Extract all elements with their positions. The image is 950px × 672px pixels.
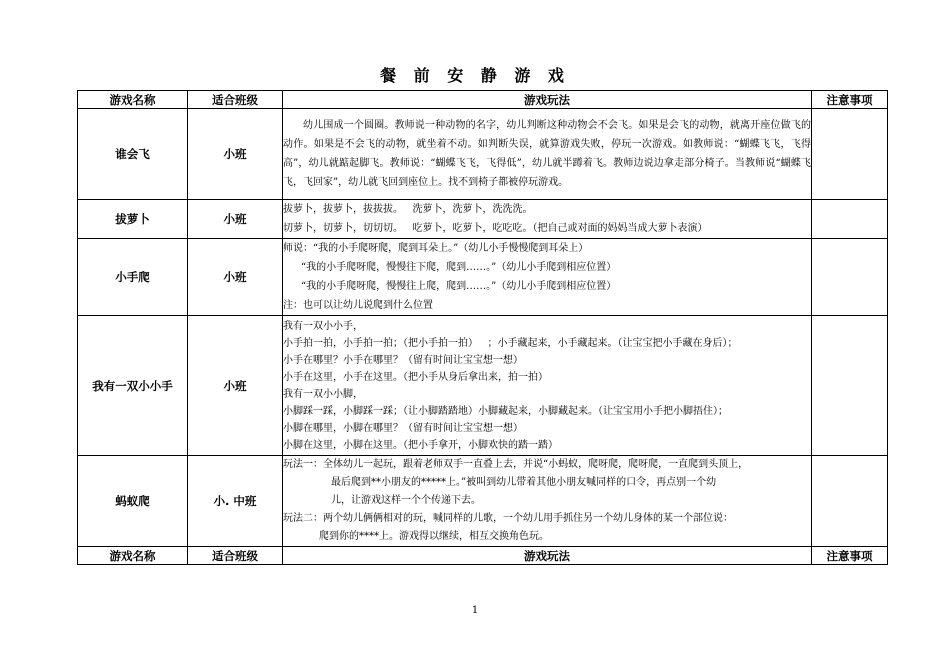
play-line: 小脚在这里，小脚在这里。（把小手拿开，小脚欢快的踏一踏） [283, 439, 558, 451]
game-notes [812, 109, 888, 200]
game-class: 小. 中班 [188, 456, 283, 547]
play-line: 我有一双小小脚， [283, 388, 363, 400]
game-play [283, 456, 812, 547]
header-game-name: 游戏名称 [78, 91, 188, 109]
play-line: 注：也可以让幼儿说爬到什么位置 [283, 300, 433, 311]
play-line: 拔萝卜，拔萝卜，拔拔拔。 洗萝卜，洗萝卜，洗洗洗。 [283, 204, 533, 215]
games-table [77, 90, 888, 565]
play-line: 爬到你的****上。游戏得以继续，相互交换角色玩。 [319, 531, 549, 542]
table-row [78, 109, 888, 200]
game-name: 小手爬 [78, 239, 188, 316]
table-row [78, 316, 888, 456]
game-class: 小班 [188, 200, 283, 239]
page-number: 1 [471, 605, 479, 616]
table-row [78, 456, 888, 547]
table-header-row [78, 91, 888, 109]
play-label: 玩法二： [283, 513, 323, 524]
game-play [283, 316, 812, 456]
play-line: 切萝卜，切萝卜，切切切。 吃萝卜，吃萝卜，吃吃吃。（把自己或对面的妈妈当成大萝卜表演） [283, 223, 708, 234]
game-notes [812, 200, 888, 239]
header-play: 游戏玩法 [283, 91, 812, 109]
game-class: 小班 [188, 239, 283, 316]
game-class: 小班 [188, 316, 283, 456]
play-line: 小脚在哪里，小脚在哪里？（留有时间让宝宝想一想） [283, 422, 523, 434]
play-line [283, 510, 811, 528]
footer-play: 游戏玩法 [283, 547, 812, 565]
play-line: 儿，让游戏这样一个个传递下去。 [331, 495, 481, 506]
play-text: 幼儿围成一个圆圈。教师说一种动物的名字，幼儿判断这种动物会不会飞。如果是会飞的动物，就离开座位做飞的动作。如果是不会飞的动物，就坐着不动。如判断失误，就算游戏失败，停玩一次游戏。如教师说：“蝴蝶飞飞，飞得高”，幼儿就踮起脚飞。教师说：“蝴蝶飞飞，飞得低”，幼儿就半蹲着飞。教师边说边拿走部分椅子。当教师说“蝴蝶飞飞，飞回家”，幼儿就飞回到座位上。找不到椅子都被停玩游戏。 [283, 120, 811, 188]
game-notes [812, 239, 888, 316]
game-play [283, 109, 812, 200]
header-notes: 注意事项 [812, 91, 888, 109]
game-notes [812, 456, 888, 547]
game-name: 我有一双小小手 [78, 316, 188, 456]
footer-game-name: 游戏名称 [78, 547, 188, 565]
table-row [78, 200, 888, 239]
game-notes [812, 316, 888, 456]
play-line: 小脚踩一踩，小脚踩一踩；（让小脚踏踏地）小脚藏起来，小脚藏起来。（让宝宝用小手把小脚捂住）； [283, 405, 728, 417]
play-label: 玩法一： [283, 459, 323, 470]
play-line: “我的小手爬呀爬，慢慢往下爬，爬到……。”（幼儿小手爬到相应位置） [301, 262, 617, 273]
page-title: 餐 前 安 静 游 戏 [380, 66, 570, 85]
footer-class: 适合班级 [188, 547, 283, 565]
game-name: 蚂蚁爬 [78, 456, 188, 547]
play-line: 最后爬到**小朋友的*****上。”被叫到幼儿带着其他小朋友喊同样的口令，再点别一个幼 [331, 477, 717, 488]
game-class: 小班 [188, 109, 283, 200]
play-line: 我有一双小小手， [283, 320, 363, 332]
play-text: 全体幼儿一起玩，跟着老师双手一直叠上去，并说“小蚂蚁，爬呀爬，爬呀爬，一直爬到头顶上， [323, 459, 749, 470]
header-class: 适合班级 [188, 91, 283, 109]
game-play [283, 200, 812, 239]
table-footer-header-row [78, 547, 888, 565]
game-name: 谁会飞 [78, 109, 188, 200]
play-line: “我的小手爬呀爬，慢慢往上爬，爬到……。”（幼儿小手爬到相应位置） [301, 281, 617, 292]
play-line: 小手拍一拍，小手拍一拍；（把小手拍一拍） ；小手藏起来，小手藏起来。（让宝宝把小手藏在身后）； [283, 337, 738, 349]
game-name: 拔萝卜 [78, 200, 188, 239]
play-text: 两个幼儿俩俩相对的玩，喊同样的儿歌，一个幼儿用手抓住另一个幼儿身体的某一个部位说： [323, 513, 733, 524]
play-line [283, 456, 811, 474]
table-row [78, 239, 888, 316]
play-line: 小手在这里，小手在这里。（把小手从身后拿出来，拍一拍） [283, 371, 548, 383]
play-line: 师说：“我的小手爬呀爬，爬到耳朵上。”（幼儿小手慢慢爬到耳朵上） [283, 243, 589, 254]
footer-notes: 注意事项 [812, 547, 888, 565]
play-line: 小手在哪里？小手在哪里？（留有时间让宝宝想一想） [283, 354, 523, 366]
game-play [283, 239, 812, 316]
